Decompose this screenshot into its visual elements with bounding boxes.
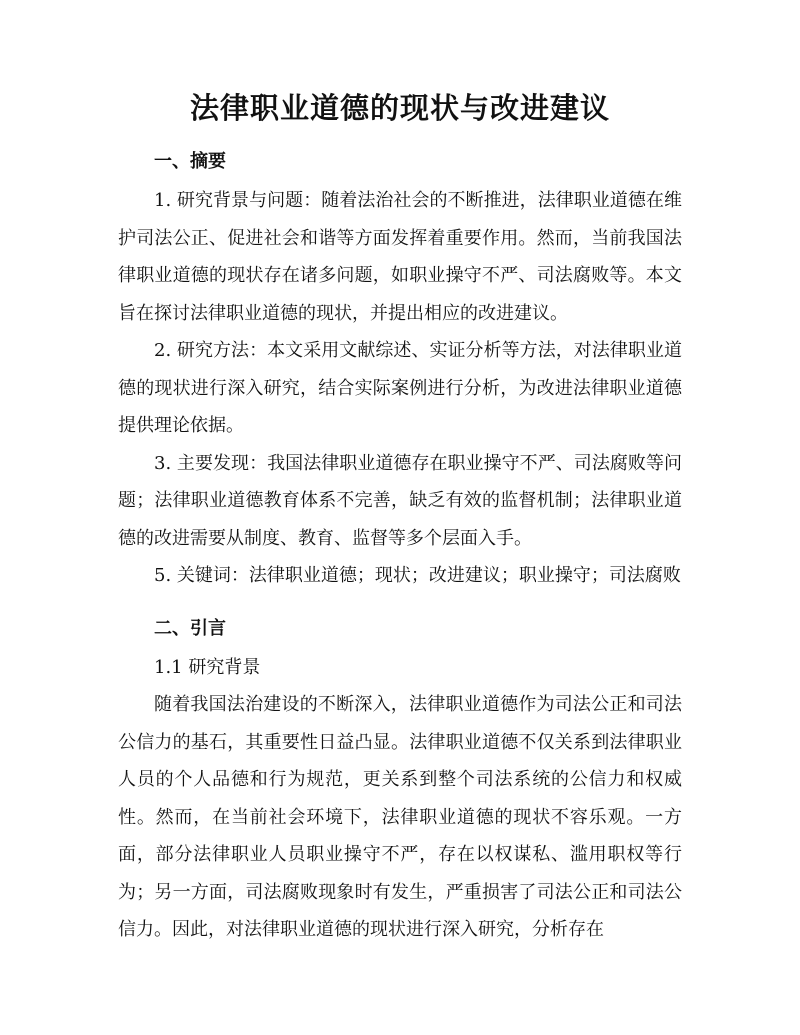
section-heading-introduction: 二、引言	[154, 617, 226, 639]
abstract-paragraph-background: 1. 研究背景与问题：随着法治社会的不断推进，法律职业道德在维护司法公正、促进社会和谐等方面发挥着重要作用。然而，当前我国法律职业道德的现状存在诸多问题，如职业操守不严、司法腐败等。本文旨在探讨法律职业道德的现状，并提出相应的改进建议。	[118, 190, 682, 324]
section-abstract	[118, 142, 682, 595]
abstract-paragraph-keywords: 5. 关键词：法律职业道德；现状；改进建议；职业操守；司法腐败	[154, 565, 681, 586]
introduction-paragraph: 随着我国法治建设的不断深入，法律职业道德作为司法公正和司法公信力的基石，其重要性日益凸显。法律职业道德不仅关系到法律职业人员的个人品德和行为规范，更关系到整个司法系统的公信力和权威性。然而，在当前社会环境下，法律职业道德的现状不容乐观。一方面，部分法律职业人员职业操守不严，存在以权谋私、滥用职权等行为；另一方面，司法腐败现象时有发生，严重损害了司法公正和司法公信力。因此，对法律职业道德的现状进行深入研究，分析存在	[118, 694, 682, 940]
document-title: 法律职业道德的现状与改进建议	[189, 91, 610, 125]
section-introduction	[118, 609, 682, 949]
abstract-paragraph-methods: 2. 研究方法：本文采用文献综述、实证分析等方法，对法律职业道德的现状进行深入研究，结合实际案例进行分析，为改进法律职业道德提供理论依据。	[118, 340, 682, 436]
abstract-paragraph-findings: 3. 主要发现：我国法律职业道德存在职业操守不严、司法腐败等问题；法律职业道德教育体系不完善，缺乏有效的监督机制；法律职业道德的改进需要从制度、教育、监督等多个层面入手。	[118, 452, 682, 549]
section-heading-abstract: 一、摘要	[154, 151, 226, 172]
subsection-heading-background: 1.1 研究背景	[154, 656, 261, 678]
